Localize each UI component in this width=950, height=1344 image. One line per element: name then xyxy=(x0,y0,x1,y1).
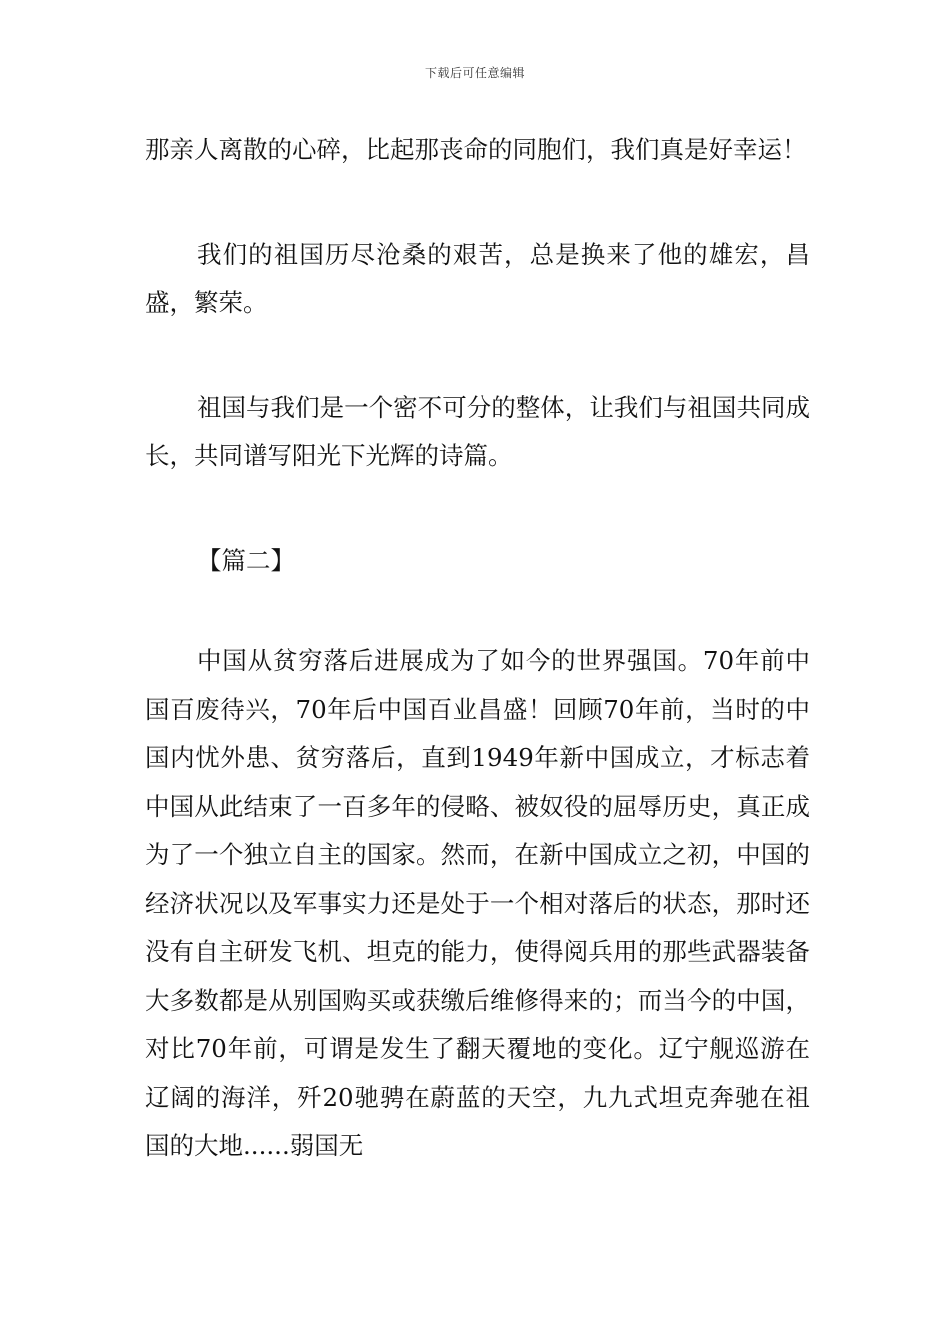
paragraph-grow-together: 祖国与我们是一个密不可分的整体，让我们与祖国共同成长，共同谱写阳光下光辉的诗篇。 xyxy=(145,392,810,470)
document-body xyxy=(145,126,810,1171)
paragraph-spacer xyxy=(145,328,810,384)
paragraph-motherland-hardship: 我们的祖国历尽沧桑的艰苦，总是换来了他的雄宏，昌盛，繁荣。 xyxy=(145,239,810,317)
paragraph-spacer xyxy=(145,175,810,231)
section-heading: 【篇二】 xyxy=(197,545,295,575)
paragraph-spacer xyxy=(145,585,810,637)
paragraph-china-development: 中国从贫穷落后进展成为了如今的世界强国。70年前中国百废待兴，70年后中国百业昌盛！回顾70年前，当时的中国内忧外患、贫穷落后，直到1949年新中国成立，才标志着中国从此结束了一百多年的侵略、被奴役的屈辱历史，真正成为了一个独立自主的国家。然而，在新中国成立之初，中国的经济状况以及军事实力还是处于一个相对落后的状态，那时还没有自主研发飞机、坦克的能力，使得阅兵用的那些武器装备大多数都是从别国购买或获缴后维修得来的；而当今的中国，对比70年前，可谓是发生了翻天覆地的变化。辽宁舰巡游在辽阔的海洋，歼20驰骋在蔚蓝的天空，九九式坦克奔驰在祖国的大地......弱国无 xyxy=(145,646,810,1160)
page-header: 下载后可任意编辑 xyxy=(424,66,525,80)
paragraph-spacer xyxy=(145,481,810,537)
paragraph-continuation: 那亲人离散的心碎，比起那丧命的同胞们，我们真是好幸运！ xyxy=(145,135,807,164)
